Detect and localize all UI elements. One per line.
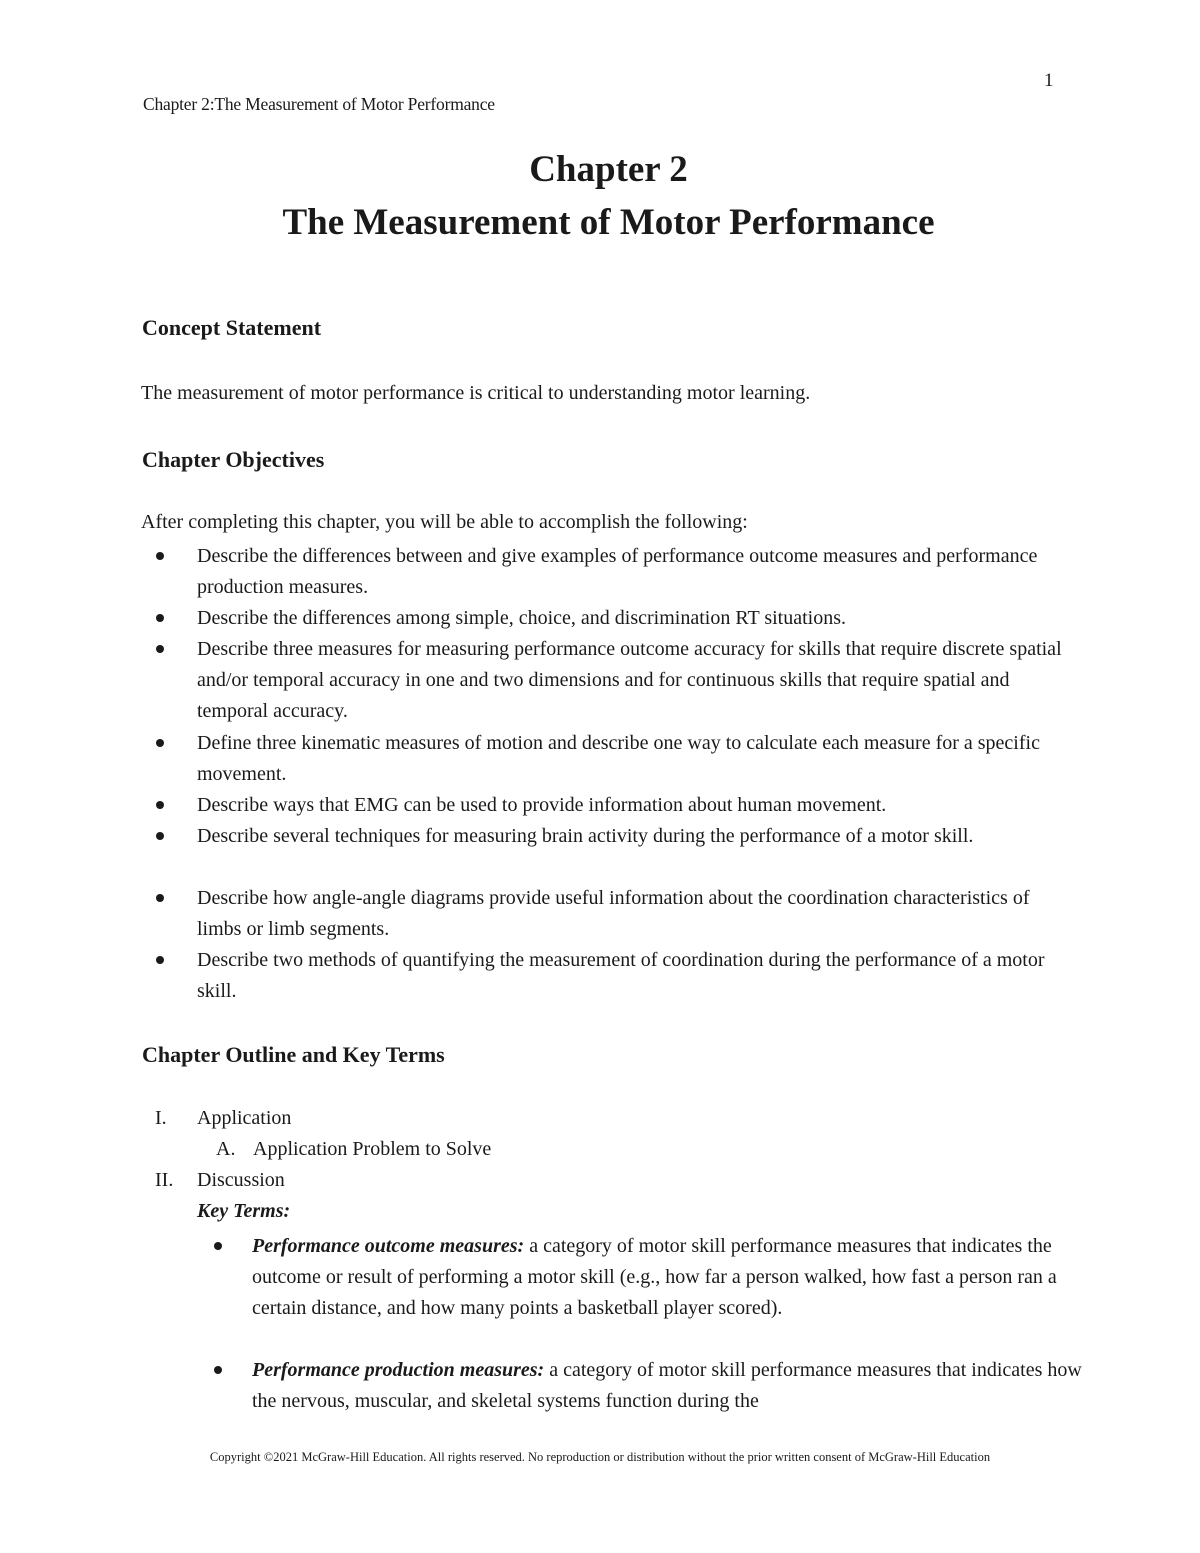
running-header: Chapter 2:The Measurement of Motor Performance	[143, 94, 495, 114]
objective-text: Describe how angle-angle diagrams provide useful information about the coordination characteristics of limbs or limb segments.	[197, 887, 1030, 940]
page-number: 1	[1044, 70, 1054, 91]
concept-statement-heading: Concept Statement	[142, 315, 322, 340]
outline-numeral-ii: II.	[155, 1169, 174, 1191]
objective-text: Describe two methods of quantifying the measurement of coordination during the performance of a motor skill.	[197, 949, 1045, 1002]
key-term-text	[252, 1231, 1082, 1324]
objective-text: Describe several techniques for measuring brain activity during the performance of a motor skill.	[197, 825, 974, 847]
bullet-dot-icon	[156, 956, 164, 964]
key-terms-label: Key Terms:	[197, 1200, 291, 1222]
chapter-number: Chapter 2	[529, 149, 688, 190]
objective-text: Define three kinematic measures of motion and describe one way to calculate each measure for a specific movement.	[197, 732, 1040, 785]
chapter-outline-heading: Chapter Outline and Key Terms	[142, 1042, 445, 1067]
outline-item-application: Application	[197, 1107, 292, 1129]
outline-numeral-i: I.	[155, 1107, 167, 1129]
key-term-name: Performance production measures:	[252, 1359, 545, 1381]
outline-item-application-problem: Application Problem to Solve	[253, 1138, 492, 1160]
key-term-text	[252, 1355, 1082, 1417]
concept-statement-text: The measurement of motor performance is critical to understanding motor learning.	[141, 382, 811, 404]
objective-text: Describe ways that EMG can be used to provide information about human movement.	[197, 794, 887, 816]
objective-text: Describe three measures for measuring performance outcome accuracy for skills that require discrete spatial and/or temporal accuracy in one and two dimensions and for continuous skills that require spatial and temporal accuracy.	[197, 638, 1062, 722]
outline-item-discussion: Discussion	[197, 1169, 285, 1191]
key-term-name: Performance outcome measures:	[252, 1235, 525, 1257]
bullet-dot-icon	[156, 645, 164, 653]
bullet-dot-icon	[156, 801, 164, 809]
bullet-dot-icon	[156, 614, 164, 622]
copyright-footer: Copyright ©2021 McGraw-Hill Education. All rights reserved. No reproduction or distribution without the prior written consent of McGraw-Hill Education	[209, 1450, 991, 1464]
bullet-dot-icon	[214, 1366, 222, 1374]
objective-text: Describe the differences among simple, choice, and discrimination RT situations.	[197, 607, 847, 629]
chapter-objectives-heading: Chapter Objectives	[142, 447, 325, 472]
bullet-dot-icon	[214, 1242, 222, 1250]
objectives-intro: After completing this chapter, you will be able to accomplish the following:	[141, 511, 748, 533]
bullet-dot-icon	[156, 894, 164, 902]
key-term-definition: a category of motor skill performance measures that indicates how the nervous, muscular, and skeletal systems function during the	[252, 1359, 1082, 1412]
outline-letter-a: A.	[216, 1138, 236, 1160]
objective-text: Describe the differences between and give examples of performance outcome measures and performance production measures.	[197, 545, 1038, 598]
chapter-title: The Measurement of Motor Performance	[282, 202, 935, 243]
key-term-definition: a category of motor skill performance measures that indicates the outcome or result of performing a motor skill (e.g., how far a person walked, how fast a person ran a certain distance, and how many points a basketball player scored).	[252, 1235, 1057, 1319]
bullet-dot-icon	[156, 739, 164, 747]
bullet-dot-icon	[156, 552, 164, 560]
bullet-dot-icon	[156, 832, 164, 840]
